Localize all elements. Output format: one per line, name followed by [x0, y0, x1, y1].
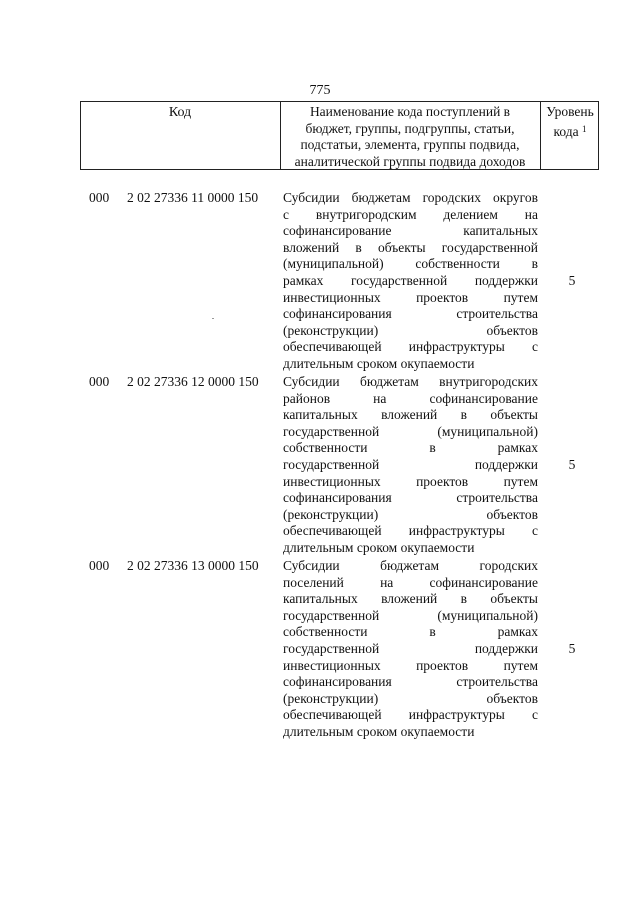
income-name-line: Субсидии бюджетам внутригородских	[283, 374, 538, 389]
income-name-line: собственности в рамках	[283, 440, 538, 456]
income-name-line: Субсидии бюджетам городских	[283, 558, 538, 573]
footnote-marker: 1	[581, 123, 587, 134]
income-name-line: государственной (муниципальной)	[283, 423, 538, 439]
code-level: 5	[568, 457, 576, 472]
income-name-line: (реконструкции) объектов	[283, 506, 538, 522]
header-divider	[540, 102, 541, 169]
income-name-line: с внутригородским делением на	[283, 206, 538, 222]
income-name-line: обеспечивающей инфраструктуры с	[283, 339, 538, 355]
income-name-line: софинансирования строительства	[283, 674, 538, 690]
income-name-line: инвестиционных проектов путем	[283, 657, 538, 673]
income-name-line: государственной поддержки	[283, 456, 538, 472]
admin-code: 000	[89, 190, 110, 205]
income-name-line: (муниципальной) собственности в	[283, 256, 538, 272]
income-name-line: капитальных вложений в объекты	[283, 591, 538, 607]
budget-code: 2 02 27336 12 0000 150	[127, 374, 259, 389]
income-name-line: обеспечивающей инфраструктуры с	[283, 523, 538, 539]
income-name-line: софинансирования строительства	[283, 306, 538, 322]
header-name-label	[281, 104, 539, 170]
income-name-line: собственности в рамках	[283, 624, 538, 640]
scan-speck	[212, 318, 214, 319]
income-name-line: инвестиционных проектов путем	[283, 473, 538, 489]
income-name-line: софинансирования строительства	[283, 490, 538, 506]
header-name-line: аналитической группы подвида доходов	[294, 153, 526, 169]
header-name-line: Наименование кода поступлений в	[309, 104, 511, 119]
income-name-line: (реконструкции) объектов	[283, 690, 538, 706]
code-level: 5	[568, 273, 576, 288]
income-name-line: капитальных вложений в объекты	[283, 407, 538, 423]
income-name-line: районов на софинансирование	[283, 390, 538, 406]
income-name-line: Субсидии бюджетам городских округов	[283, 190, 538, 205]
income-name-line: вложений в объекты государственной	[283, 239, 538, 255]
income-name-line: обеспечивающей инфраструктуры с	[283, 707, 538, 723]
header-name-line: бюджет, группы, подгруппы, статьи,	[305, 120, 515, 136]
budget-code: 2 02 27336 11 0000 150	[127, 190, 259, 205]
income-name-line: софинансирование капитальных	[283, 223, 538, 239]
income-name	[283, 558, 538, 741]
admin-code: 000	[89, 558, 110, 573]
header-name-line: подстатьи, элемента, группы подвида,	[300, 137, 520, 152]
table-header	[80, 101, 599, 170]
income-name-line: государственной (муниципальной)	[283, 607, 538, 623]
income-name-line: инвестиционных проектов путем	[283, 289, 538, 305]
income-name-line: длительным сроком окупаемости	[283, 355, 475, 371]
page-number: 775	[309, 83, 331, 98]
income-name-line: длительным сроком окупаемости	[283, 723, 475, 739]
header-level-line: кода $^1$	[553, 123, 587, 139]
income-name-line: (реконструкции) объектов	[283, 322, 538, 338]
budget-code: 2 02 27336 13 0000 150	[127, 558, 259, 573]
income-name-line: рамках государственной поддержки	[283, 272, 538, 288]
admin-code: 000	[89, 374, 110, 389]
header-level-line: Уровень	[546, 104, 594, 119]
income-name-line: длительным сроком окупаемости	[283, 539, 475, 555]
income-name	[283, 374, 538, 557]
income-name-line: поселений на софинансирование	[283, 574, 538, 590]
header-code-label: Код	[168, 105, 192, 120]
header-level-label	[542, 104, 598, 140]
income-name	[283, 190, 538, 373]
income-name-line: государственной поддержки	[283, 640, 538, 656]
code-level: 5	[568, 641, 576, 656]
